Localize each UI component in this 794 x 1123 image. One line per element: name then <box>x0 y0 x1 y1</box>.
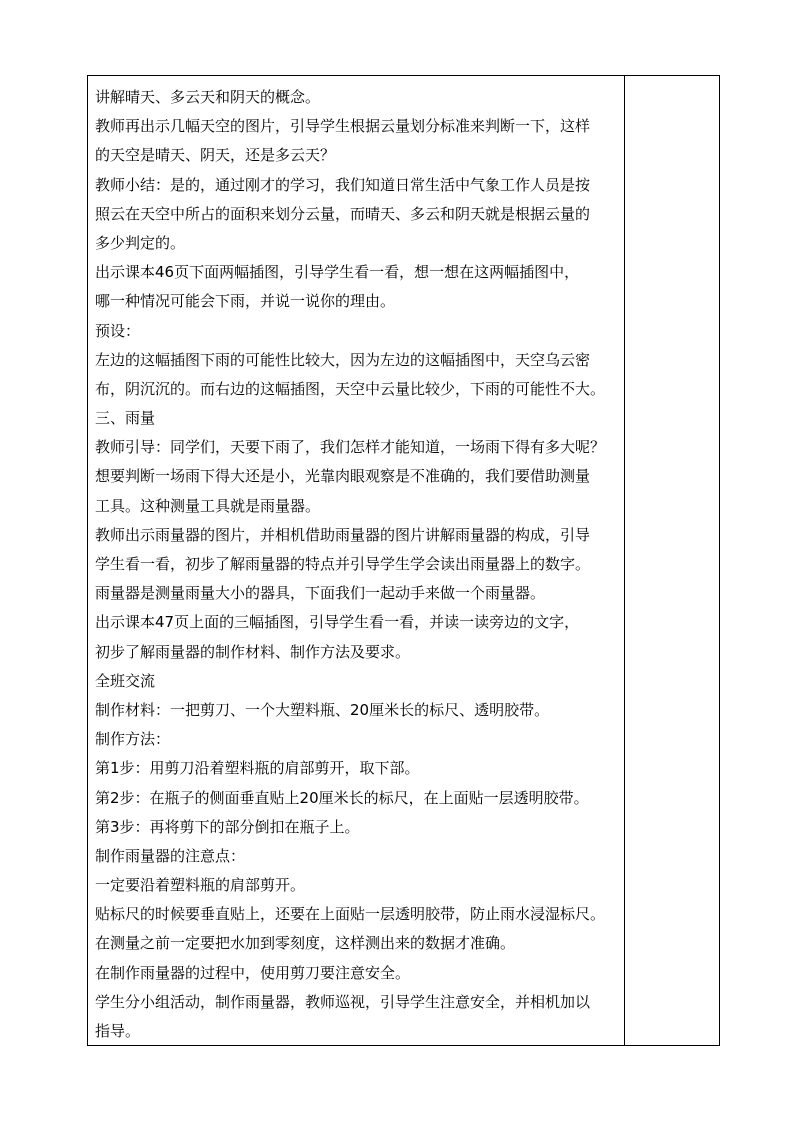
text-line: 哪一种情况可能会下雨，并说一说你的理由。 <box>95 292 396 311</box>
text-line: 学生分小组活动，制作雨量器，教师巡视，引导学生注意安全，并相机加以 <box>95 992 591 1011</box>
lesson-table <box>87 75 720 1046</box>
text-line: 在测量之前一定要把水加到零刻度，这样测出来的数据才准确。 <box>95 934 516 953</box>
text-line: 讲解晴天、多云天和阴天的概念。 <box>95 88 321 106</box>
text-line: 布，阴沉沉的。而右边的这幅插图，天空中云量比较少，下雨的可能性不大。 <box>95 379 606 398</box>
text-line: 初步了解雨量器的制作材料、制作方法及要求。 <box>95 642 411 661</box>
text-line: 雨量器是测量雨量大小的器具，下面我们一起动手来做一个雨量器。 <box>95 584 546 603</box>
text-line: 指导。 <box>95 1022 141 1040</box>
text-line: 教师引导：同学们，天要下雨了，我们怎样才能知道，一场雨下得有多大呢？ <box>95 438 606 457</box>
text-line: 一定要沿着塑料瓶的肩部剪开。 <box>95 876 306 895</box>
text-line: 第1步：用剪刀沿着塑料瓶的肩部剪开，取下部。 <box>95 759 420 778</box>
notes-cell <box>625 76 719 1045</box>
text-line: 教师小结：是的，通过刚才的学习，我们知道日常生活中气象工作人员是按 <box>95 175 591 194</box>
text-line: 教师再出示几幅天空的图片，引导学生根据云量划分标准来判断一下，这样 <box>95 117 591 136</box>
text-line: 贴标尺的时候要垂直贴上，还要在上面贴一层透明胶带，防止雨水浸湿标尺。 <box>95 905 606 924</box>
text-line: 想要判断一场雨下得大还是小，光靠肉眼观察是不准确的，我们要借助测量 <box>95 467 591 486</box>
text-line: 制作雨量器的注意点： <box>95 846 246 865</box>
text-line: 全班交流 <box>95 671 156 690</box>
text-line: 第3步：再将剪下的部分倒扣在瓶子上。 <box>95 817 360 836</box>
text-line: 在制作雨量器的过程中，使用剪刀要注意安全。 <box>95 963 411 982</box>
text-line: 的天空是晴天、阴天，还是多云天？ <box>95 146 336 165</box>
lesson-text <box>95 83 623 1046</box>
text-line: 第2步：在瓶子的侧面垂直贴上20厘米长的标尺，在上面贴一层透明胶带。 <box>95 788 589 807</box>
text-line: 制作材料：一把剪刀、一个大塑料瓶、20厘米长的标尺、透明胶带。 <box>95 700 550 719</box>
text-line: 学生看一看，初步了解雨量器的特点并引导学生学会读出雨量器上的数字。 <box>95 555 591 573</box>
text-line: 三、雨量 <box>95 409 156 428</box>
text-line: 出示课本46页下面两幅插图，引导学生看一看，想一想在这两幅插图中， <box>95 263 580 282</box>
text-line: 预设： <box>95 321 141 340</box>
lesson-content-cell <box>88 76 625 1045</box>
text-line: 左边的这幅插图下雨的可能性比较大，因为左边的这幅插图中，天空乌云密 <box>95 350 591 369</box>
text-line: 教师出示雨量器的图片，并相机借助雨量器的图片讲解雨量器的构成，引导 <box>95 525 591 544</box>
text-line: 出示课本47页上面的三幅插图，引导学生看一看，并读一读旁边的文字， <box>95 613 580 632</box>
text-line: 照云在天空中所占的面积来划分云量，而晴天、多云和阴天就是根据云量的 <box>95 204 591 223</box>
text-line: 制作方法： <box>95 730 171 749</box>
text-line: 工具。这种测量工具就是雨量器。 <box>95 496 321 515</box>
text-line: 多少判定的。 <box>95 233 186 252</box>
